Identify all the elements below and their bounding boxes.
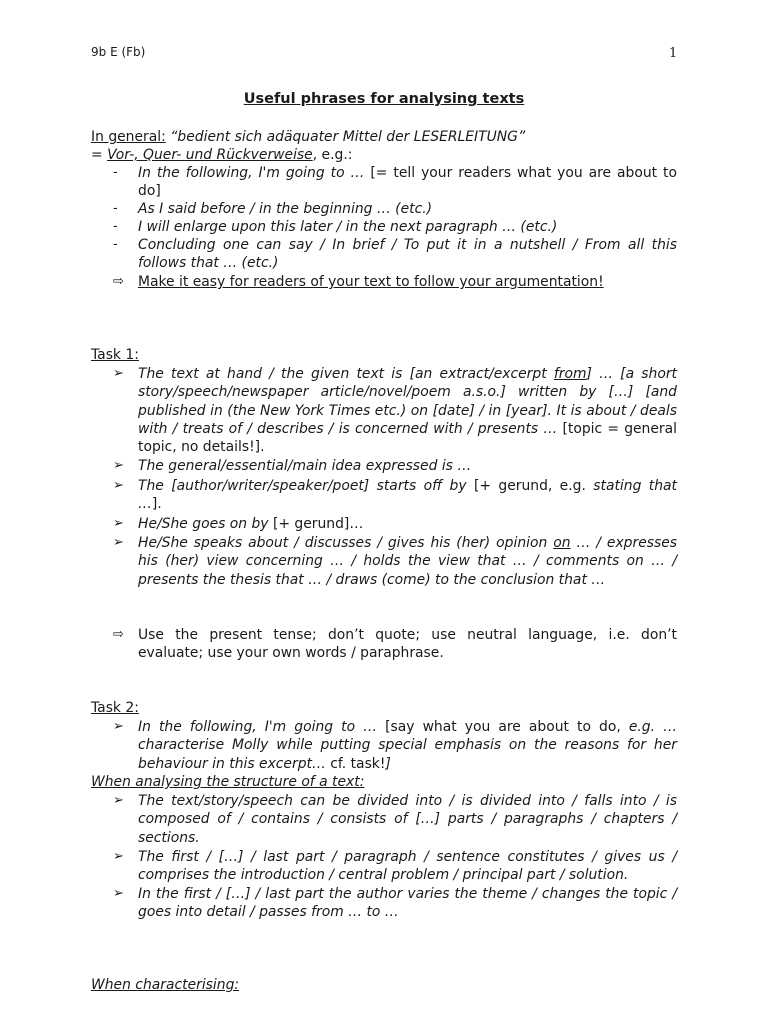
list-item: ➢ The first / […] / last part / paragraph / sentence constitutes / gives us / comprises the introduction / central problem / principal part / solution. [113,849,677,884]
pointer-icon: ➢ [113,849,124,864]
pointer-icon: ➢ [113,793,124,808]
list-item: - As I said before / in the beginning … (etc.) [113,201,433,217]
general-label: In general: [91,129,166,145]
list-item: - Concluding one can say / In brief / To put it in a nutshell / From all this follows that … (etc.) [113,237,677,272]
arrow-note: ⇨ Make it easy for readers of your text to follow your argumentation! [113,274,604,290]
list-item: ➢ The text at hand / the given text is [an extract/excerpt from] … [a short story/speech/newspaper article/novel/poem a.s.o.] written by […] [and published in (the New York Times etc.) on [date] / in [year]. It is about / deals with / treats of / describes / is concerned with / presents … [topic = general topic, no details!]. [113,366,677,456]
pointer-icon: ➢ [113,458,124,473]
list-item: ➢ He/She goes on by [+ gerund]… [113,516,364,532]
dash-marker: - [113,237,118,252]
pointer-icon: ➢ [113,478,124,493]
structure-label: When analysing the structure of a text: [91,774,365,790]
general-prefix: = [91,147,108,163]
pointer-icon: ➢ [113,366,124,381]
dash-marker: - [113,165,118,180]
list-item: ➢ The text/story/speech can be divided into / is divided into / falls into / is composed of / contains / consists of […] parts / paragraphs / chapters / sections. [113,793,677,846]
pointer-icon: ➢ [113,535,124,550]
page-number: 1 [669,46,678,61]
class-label: 9b E (Fb) [91,45,146,59]
pointer-icon: ➢ [113,516,124,531]
arrow-icon: ⇨ [113,274,124,289]
list-item: ➢ In the following, I'm going to … [say what you are about to do, e.g. … characterise Molly while putting special emphasis on the reasons for her behaviour in this excerpt… cf. task!] [113,719,677,772]
list-item: ➢ The [author/writer/speaker/poet] starts off by [+ gerund, e.g. stating that …]. [113,478,677,513]
task2-label: Task 2: [91,700,139,716]
arrow-icon: ⇨ [113,627,124,642]
page-title: Useful phrases for analysing texts [243,91,525,107]
pointer-icon: ➢ [113,886,124,901]
list-item: - In the following, I'm going to … [= tell your readers what you are about to do] [113,165,678,200]
dash-marker: - [113,201,118,216]
general-subtitle: Vor-, Quer- und Rückverweise [107,147,313,163]
general-heading [91,128,677,146]
task1-label: Task 1: [91,347,139,363]
general-subheading [91,146,677,164]
list-item: ➢ He/She speaks about / discusses / gives his (her) opinion on … / expresses his (her) view concerning … / holds the view that … / comments on … / presents the thesis that … / draws (come) to the conclusion that … [113,535,677,588]
pointer-icon: ➢ [113,719,124,734]
list-item: - I will enlarge upon this later / in the next paragraph … (etc.) [113,219,558,235]
general-eg: , e.g.: [312,147,353,163]
general-quote: “bedient sich adäquater Mittel der LESERLEITUNG” [170,129,526,145]
arrow-note: ⇨ Use the present tense; don’t quote; use neutral language, i.e. don’t evaluate; use your own words / paraphrase. [113,627,677,662]
characterising-label: When characterising: [91,977,240,993]
dash-marker: - [113,219,118,234]
list-item: ➢ The general/essential/main idea expressed is … [113,458,472,474]
list-item: ➢ In the first / […] / last part the author varies the theme / changes the topic / goes into detail / passes from … to … [113,886,677,921]
